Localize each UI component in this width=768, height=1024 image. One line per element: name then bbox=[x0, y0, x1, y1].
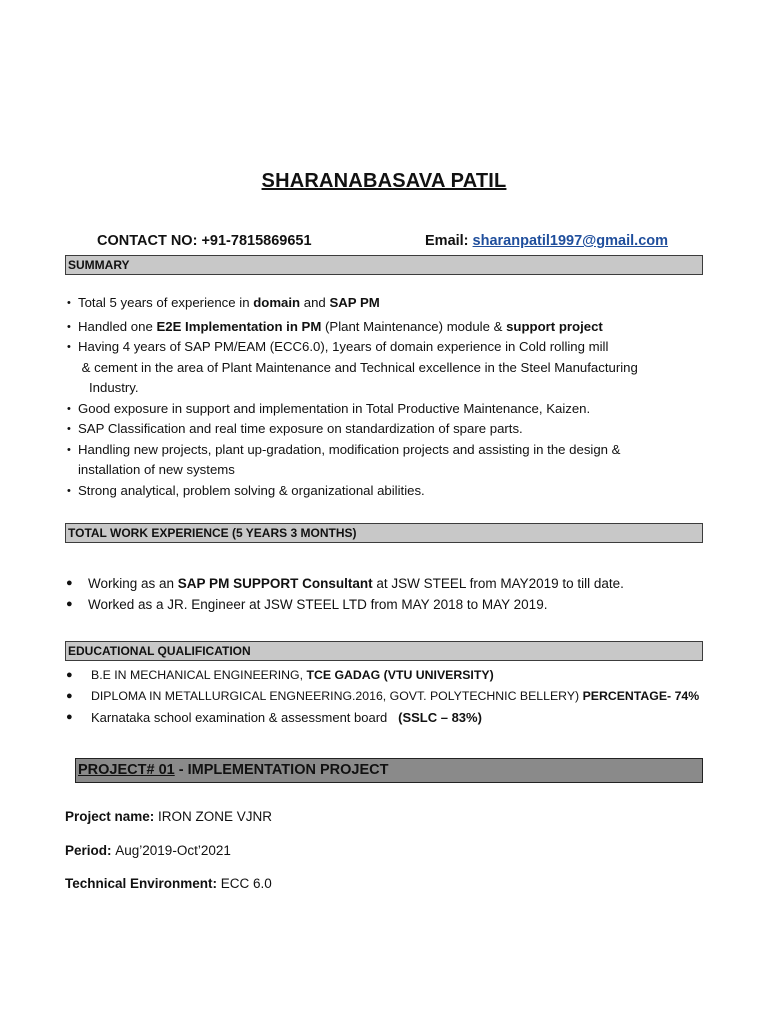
project-heading bbox=[75, 758, 703, 783]
project-number: PROJECT# 01 bbox=[78, 762, 175, 778]
contact-label: CONTACT NO: bbox=[97, 233, 202, 249]
project-name-label: Project name: bbox=[65, 809, 159, 824]
summary-heading bbox=[65, 255, 703, 275]
project-name bbox=[65, 809, 272, 824]
project-type: - IMPLEMENTATION PROJECT bbox=[174, 762, 389, 778]
project-period-label: Period: bbox=[65, 843, 116, 858]
experience-heading-text: TOTAL WORK EXPERIENCE (5 YEARS 3 MONTHS) bbox=[68, 526, 357, 540]
summary-list bbox=[67, 293, 707, 501]
contact-value: +91-7815869651 bbox=[201, 233, 312, 249]
contact-number bbox=[97, 233, 312, 249]
experience-list bbox=[66, 573, 726, 615]
project-period-value: Aug’2019-Oct’2021 bbox=[115, 843, 231, 858]
project-environment bbox=[65, 876, 272, 891]
list-item: ● Karnataka school examination & assessment board (SSLC – 83%) bbox=[66, 707, 726, 728]
email-link[interactable]: sharanpatil1997@gmail.com bbox=[472, 233, 669, 249]
education-heading bbox=[65, 641, 703, 661]
list-item: • Handling new projects, plant up-gradation, modification projects and assisting in the design & installation of new systems bbox=[67, 440, 707, 481]
email bbox=[425, 233, 668, 249]
experience-heading bbox=[65, 523, 703, 543]
project-env-label: Technical Environment: bbox=[65, 876, 221, 891]
list-item: • Having 4 years of SAP PM/EAM (ECC6.0), 1years of domain experience in Cold rolling mill & cement in the area of Plant Maintenance and Technical excellence in the Steel Manufacturing Industry. bbox=[67, 337, 707, 399]
list-item: ● DIPLOMA IN METALLURGICAL ENGNEERING.2016, GOVT. POLYTECHNIC BELLERY) PERCENTAGE- 74% bbox=[66, 686, 726, 707]
project-period bbox=[65, 843, 231, 858]
list-item: ● B.E IN MECHANICAL ENGINEERING, TCE GADAG (VTU UNIVERSITY) bbox=[66, 665, 726, 686]
summary-heading-text: SUMMARY bbox=[68, 258, 130, 272]
list-item: • Total 5 years of experience in domain and SAP PM bbox=[67, 293, 707, 314]
project-env-value: ECC 6.0 bbox=[220, 876, 272, 891]
list-item: ● Worked as a JR. Engineer at JSW STEEL LTD from MAY 2018 to MAY 2019. bbox=[66, 594, 726, 615]
list-item: ● Working as an SAP PM SUPPORT Consultant at JSW STEEL from MAY2019 to till date. bbox=[66, 573, 726, 594]
project-name-value: IRON ZONE VJNR bbox=[158, 809, 273, 824]
email-label: Email: bbox=[425, 233, 473, 249]
list-item: • Strong analytical, problem solving & organizational abilities. bbox=[67, 481, 707, 502]
education-heading-text: EDUCATIONAL QUALIFICATION bbox=[68, 644, 251, 658]
education-list bbox=[66, 665, 726, 728]
candidate-name: SHARANABASAVA PATIL bbox=[261, 170, 507, 192]
list-item: • Good exposure in support and implementation in Total Productive Maintenance, Kaizen. bbox=[67, 399, 707, 420]
list-item: • Handled one E2E Implementation in PM (Plant Maintenance) module & support project bbox=[67, 317, 707, 338]
list-item: • SAP Classification and real time exposure on standardization of spare parts. bbox=[67, 419, 707, 440]
